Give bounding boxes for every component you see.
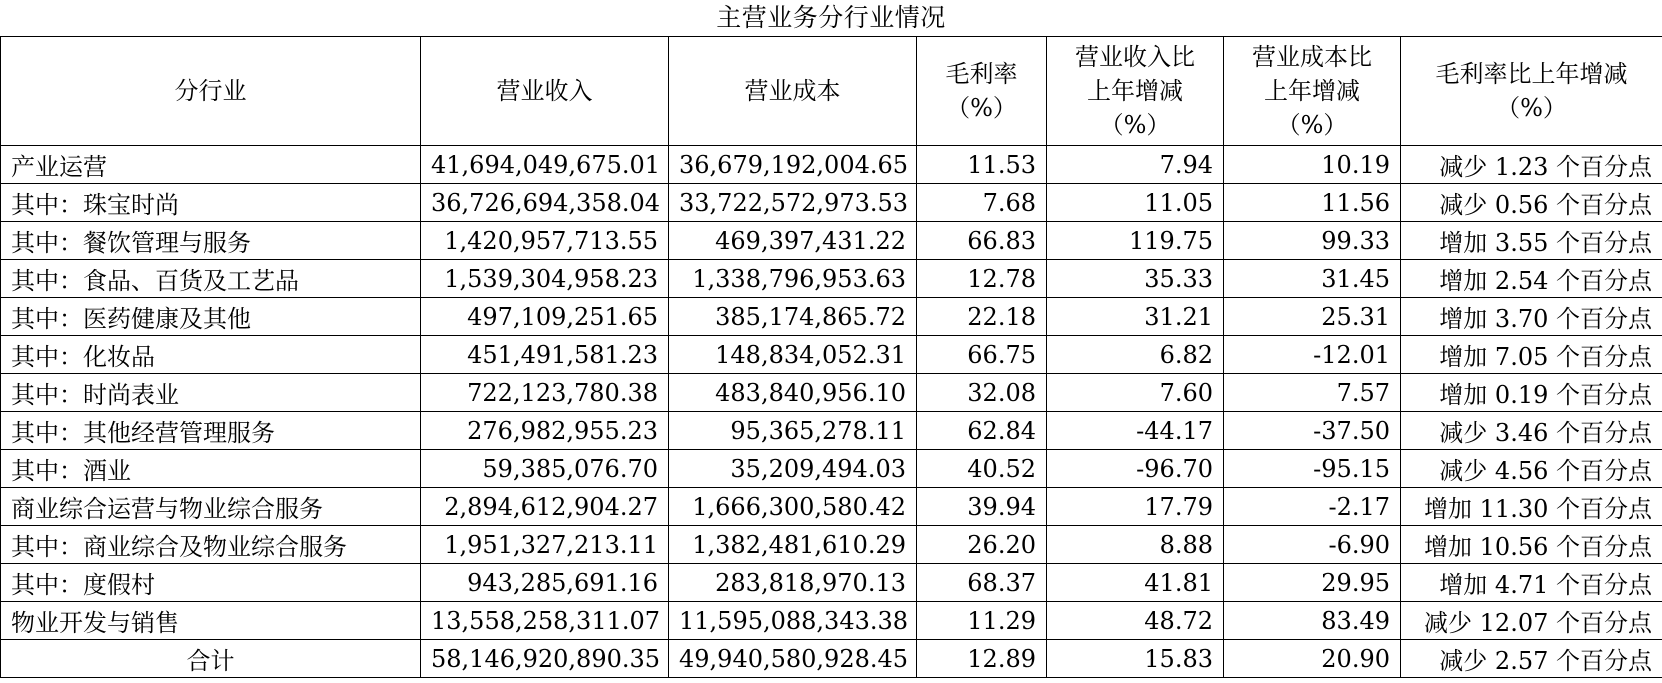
cell-cost-change: 99.33 [1224,222,1401,260]
cell-margin: 12.89 [917,640,1047,678]
cell-industry: 其中：食品、百货及工艺品 [1,260,421,298]
table-row [1,260,1662,298]
cell-cost-change: -12.01 [1224,336,1401,374]
cell-industry: 其中：商业综合及物业综合服务 [1,526,421,564]
cell-revenue-change: 6.82 [1047,336,1224,374]
cell-industry: 其中：时尚表业 [1,374,421,412]
table-row [1,564,1662,602]
cell-revenue: 943,285,691.16 [421,564,669,602]
cell-cost-change: -6.90 [1224,526,1401,564]
cell-revenue-change: 48.72 [1047,602,1224,640]
header-cost-change: 营业成本比 上年增减 （%） [1224,37,1401,146]
cell-margin: 26.20 [917,526,1047,564]
table-row [1,374,1662,412]
cell-margin-change: 减少 0.56 个百分点 [1401,184,1662,222]
cell-margin-change: 增加 2.54 个百分点 [1401,260,1662,298]
cell-margin: 40.52 [917,450,1047,488]
cell-margin-change: 增加 4.71 个百分点 [1401,564,1662,602]
cell-cost: 469,397,431.22 [669,222,917,260]
cell-revenue-change: 119.75 [1047,222,1224,260]
cell-revenue: 451,491,581.23 [421,336,669,374]
cell-revenue-change: 17.79 [1047,488,1224,526]
cell-cost: 1,338,796,953.63 [669,260,917,298]
cell-revenue-change: 41.81 [1047,564,1224,602]
cell-industry: 其中：珠宝时尚 [1,184,421,222]
cell-margin: 66.75 [917,336,1047,374]
cell-margin-change: 增加 11.30 个百分点 [1401,488,1662,526]
cell-margin-change: 增加 7.05 个百分点 [1401,336,1662,374]
cell-cost-change: 20.90 [1224,640,1401,678]
header-margin-change: 毛利率比上年增减 （%） [1401,37,1662,146]
table-row [1,184,1662,222]
cell-margin: 66.83 [917,222,1047,260]
cell-revenue: 497,109,251.65 [421,298,669,336]
header-margin: 毛利率 （%） [917,37,1047,146]
cell-cost-change: 10.19 [1224,146,1401,184]
industry-table [0,36,1662,678]
header-revenue-change: 营业收入比 上年增减 （%） [1047,37,1224,146]
cell-revenue: 13,558,258,311.07 [421,602,669,640]
cell-cost-change: 7.57 [1224,374,1401,412]
cell-revenue-change: 31.21 [1047,298,1224,336]
cell-margin: 11.53 [917,146,1047,184]
cell-revenue-change: 35.33 [1047,260,1224,298]
table-row [1,336,1662,374]
header-revenue: 营业收入 [421,37,669,146]
cell-margin-change: 减少 1.23 个百分点 [1401,146,1662,184]
cell-margin: 7.68 [917,184,1047,222]
cell-revenue-change: -44.17 [1047,412,1224,450]
cell-revenue-change: 7.60 [1047,374,1224,412]
cell-revenue-change: 7.94 [1047,146,1224,184]
cell-margin-change: 减少 4.56 个百分点 [1401,450,1662,488]
cell-cost-change: -95.15 [1224,450,1401,488]
cell-revenue: 59,385,076.70 [421,450,669,488]
table-row [1,146,1662,184]
cell-margin: 32.08 [917,374,1047,412]
cell-revenue-change: 15.83 [1047,640,1224,678]
cell-cost: 49,940,580,928.45 [669,640,917,678]
cell-revenue: 722,123,780.38 [421,374,669,412]
cell-cost: 95,365,278.11 [669,412,917,450]
table-title: 主营业务分行业情况 [716,3,946,32]
cell-industry: 产业运营 [1,146,421,184]
header-cost: 营业成本 [669,37,917,146]
cell-cost-change: -2.17 [1224,488,1401,526]
table-row [1,602,1662,640]
cell-cost-change: 31.45 [1224,260,1401,298]
table-row [1,488,1662,526]
cell-cost-change: 29.95 [1224,564,1401,602]
table-row [1,222,1662,260]
cell-cost: 35,209,494.03 [669,450,917,488]
table-row [1,298,1662,336]
cell-margin: 62.84 [917,412,1047,450]
cell-cost: 1,382,481,610.29 [669,526,917,564]
cell-industry: 商业综合运营与物业综合服务 [1,488,421,526]
cell-margin: 11.29 [917,602,1047,640]
cell-cost-change: 83.49 [1224,602,1401,640]
total-row [1,640,1662,678]
cell-industry: 其中：其他经营管理服务 [1,412,421,450]
cell-margin-change: 减少 12.07 个百分点 [1401,602,1662,640]
cell-revenue: 2,894,612,904.27 [421,488,669,526]
cell-cost-change: 25.31 [1224,298,1401,336]
cell-margin-change: 增加 10.56 个百分点 [1401,526,1662,564]
cell-cost: 33,722,572,973.53 [669,184,917,222]
cell-industry: 其中：化妆品 [1,336,421,374]
cell-revenue: 1,951,327,213.11 [421,526,669,564]
cell-industry: 物业开发与销售 [1,602,421,640]
cell-cost: 148,834,052.31 [669,336,917,374]
cell-margin-change: 增加 3.55 个百分点 [1401,222,1662,260]
cell-industry: 合计 [1,640,421,678]
cell-revenue-change: 11.05 [1047,184,1224,222]
cell-revenue: 41,694,049,675.01 [421,146,669,184]
header-industry: 分行业 [1,37,421,146]
cell-cost: 385,174,865.72 [669,298,917,336]
cell-revenue: 276,982,955.23 [421,412,669,450]
cell-margin: 22.18 [917,298,1047,336]
cell-cost: 483,840,956.10 [669,374,917,412]
cell-margin: 12.78 [917,260,1047,298]
cell-revenue: 58,146,920,890.35 [421,640,669,678]
cell-margin-change: 增加 3.70 个百分点 [1401,298,1662,336]
cell-revenue: 36,726,694,358.04 [421,184,669,222]
cell-cost-change: 11.56 [1224,184,1401,222]
cell-margin-change: 减少 2.57 个百分点 [1401,640,1662,678]
cell-industry: 其中：度假村 [1,564,421,602]
cell-revenue-change: 8.88 [1047,526,1224,564]
cell-industry: 其中：酒业 [1,450,421,488]
cell-revenue-change: -96.70 [1047,450,1224,488]
table-row [1,412,1662,450]
cell-revenue: 1,539,304,958.23 [421,260,669,298]
cell-industry: 其中：餐饮管理与服务 [1,222,421,260]
cell-margin-change: 增加 0.19 个百分点 [1401,374,1662,412]
cell-cost: 11,595,088,343.38 [669,602,917,640]
cell-industry: 其中：医药健康及其他 [1,298,421,336]
cell-margin: 39.94 [917,488,1047,526]
cell-margin: 68.37 [917,564,1047,602]
header-row [1,37,1662,146]
cell-cost: 36,679,192,004.65 [669,146,917,184]
table-row [1,450,1662,488]
table-row [1,526,1662,564]
cell-margin-change: 减少 3.46 个百分点 [1401,412,1662,450]
cell-cost-change: -37.50 [1224,412,1401,450]
cell-cost: 1,666,300,580.42 [669,488,917,526]
table-body [1,146,1662,678]
cell-revenue: 1,420,957,713.55 [421,222,669,260]
cell-cost: 283,818,970.13 [669,564,917,602]
